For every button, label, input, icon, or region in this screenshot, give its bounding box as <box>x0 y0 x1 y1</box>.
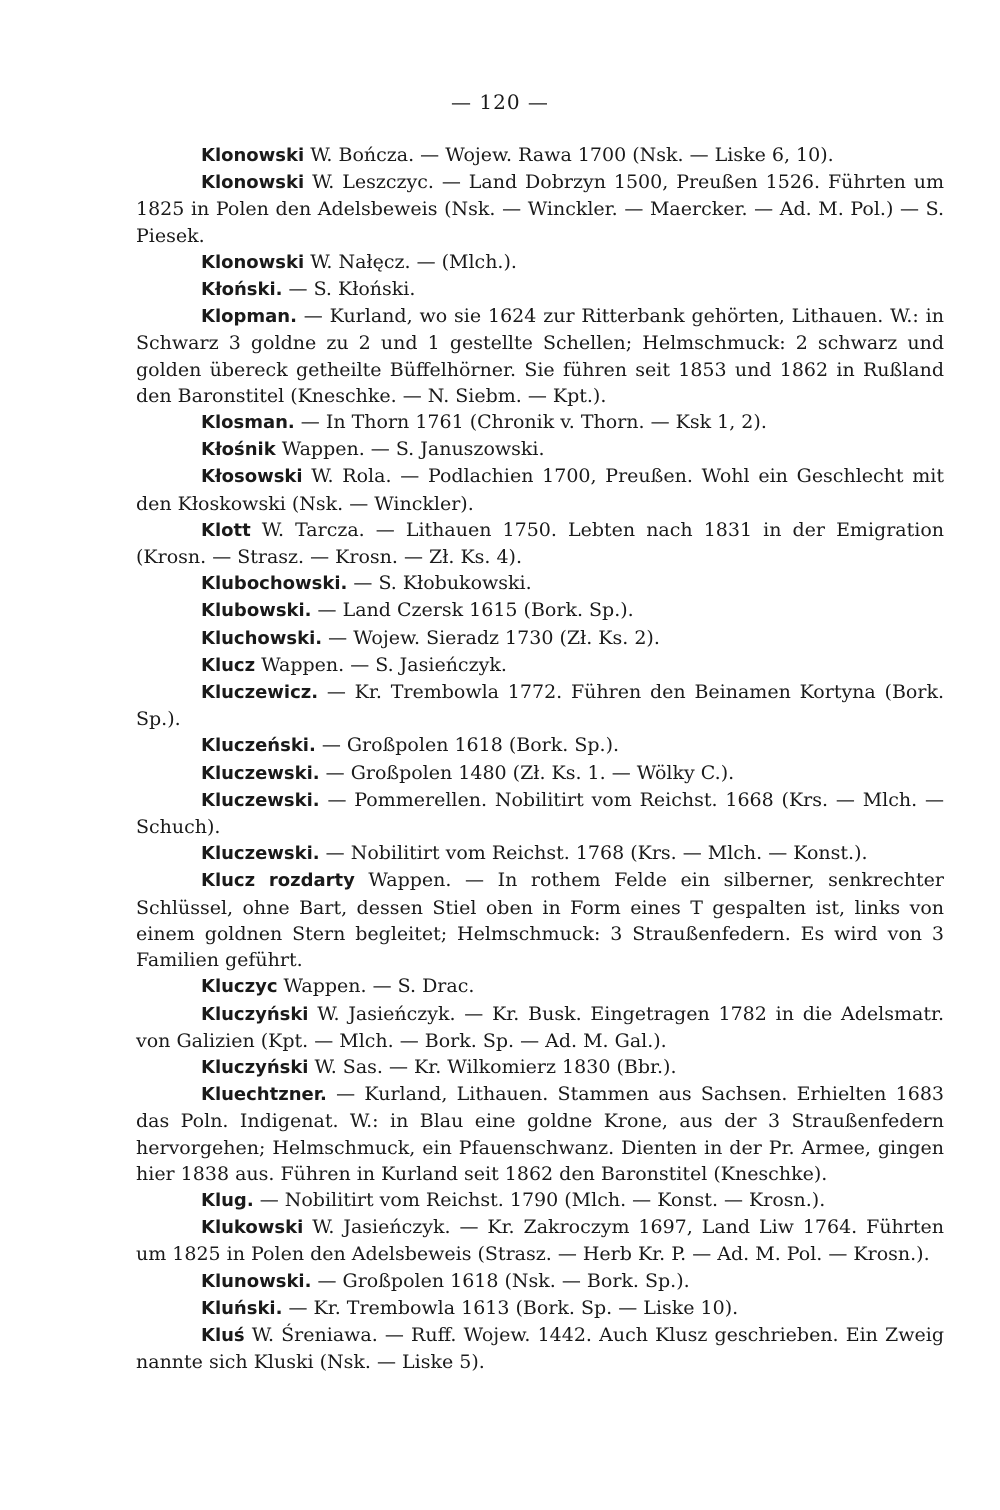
entry-text: — Nobilitirt vom Reichst. 1790 (Mlch. — Konst. — Krosn.). <box>253 1188 826 1211</box>
entry-text: — Wojew. Sieradz 1730 (Zł. Ks. 2). <box>322 626 660 649</box>
entry-headword: Kłośnik <box>201 439 276 461</box>
entry <box>136 142 944 169</box>
entry-text: W. Nałęcz. — (Mlch.). <box>304 250 517 273</box>
entry <box>136 463 944 516</box>
entry <box>136 1295 944 1322</box>
entry-text: — Nobilitirt vom Reichst. 1768 (Krs. — Mlch. — Konst.). <box>319 842 868 865</box>
entry-headword: Kluński. <box>201 1297 283 1319</box>
entry <box>136 597 944 624</box>
entry-headword: Kluczyc <box>201 976 278 998</box>
entry-text: W. Jasieńczyk. — Kr. Busk. Eingetragen 1782 in die Adelsmatr. von Galizien (Kpt. — Mlch. — Bork. Sp. — Ad. M. Gal.). <box>136 1002 944 1052</box>
entry-headword: Kluś <box>201 1324 245 1346</box>
entry-headword: Kluczeński. <box>201 735 316 757</box>
entry-text: W. Sas. — Kr. Wilkomierz 1830 (Bbr.). <box>308 1055 677 1078</box>
entry-headword: Klunowski. <box>201 1270 312 1292</box>
entry-headword: Klug. <box>201 1189 254 1211</box>
entry <box>136 517 944 570</box>
entry-text: — Kurland, Lithauen. Stammen aus Sachsen. Erhielten 1683 das Poln. Indigenat. W.: in Blau eine goldne Krone, aus der 3 Straußenfedern hervorgehen; Helmschmuck, ein Pfauenschwanz. Dienten in der Pr. Armee, gingen hier 1838 aus. Führen in Kurland seit 1862 den Baronstitel (Kneschke). <box>136 1083 944 1185</box>
entry-text: — Land Czersk 1615 (Bork. Sp.). <box>311 599 634 622</box>
entry-headword: Klukowski <box>201 1217 304 1239</box>
entry <box>136 1214 944 1267</box>
entry <box>136 652 944 679</box>
page-number: — 120 — <box>451 90 549 114</box>
entry-headword: Kluczewski. <box>201 762 320 784</box>
entry-text: Wappen. — S. Januszowski. <box>275 438 545 461</box>
entry-text: — Großpolen 1618 (Nsk. — Bork. Sp.). <box>311 1269 690 1292</box>
entry-headword: Kluechtzner. <box>201 1084 327 1106</box>
entry <box>136 1001 944 1054</box>
entry <box>136 760 944 787</box>
entry-text: — Pommerellen. Nobilitirt vom Reichst. 1668 (Krs. — Mlch. — Schuch). <box>136 788 944 839</box>
entry <box>136 1054 944 1081</box>
entry-headword: Kluczyński <box>201 1056 309 1078</box>
entry-text: W. Tarcza. — Lithauen 1750. Lebten nach 1831 in der Emigration (Krosn. — Strasz. — Krosn. — Zł. Ks. 4). <box>136 518 944 569</box>
entry-headword: Kluchowski. <box>201 627 323 649</box>
entry-headword: Kłosowski <box>201 466 303 488</box>
entry-headword: Klonowski <box>201 251 305 273</box>
entry-headword: Kluczyński <box>201 1003 309 1025</box>
entry-headword: Kluczewicz. <box>201 682 319 704</box>
entry-headword: Kłoński. <box>201 279 283 301</box>
entry <box>136 276 944 303</box>
entry-list <box>136 142 944 1375</box>
entry-text: Wappen. — In rothem Felde ein silberner, senkrechter Schlüssel, ohne Bart, dessen Stiel oben in Form eines T gespalten ist, links von einem goldnen Stern begleitet; Helmschmuck: 3 Straußenfedern. Es wird von 3 Familien geführt. <box>136 869 945 972</box>
entry <box>136 840 944 867</box>
entry-headword: Klopman. <box>201 306 297 328</box>
entry-text: W. Śreniawa. — Ruff. Wojew. 1442. Auch Klusz geschrieben. Ein Zweig nannte sich Kluski (Nsk. — Liske 5). <box>136 1323 944 1374</box>
entry <box>136 973 944 1000</box>
entry-headword: Klosman. <box>201 412 295 434</box>
entry-text: W. Jasieńczyk. — Kr. Zakroczym 1697, Land Liw 1764. Führten um 1825 in Polen den Adelsbeweis (Strasz. — Herb Kr. P. — Ad. M. Pol. — Krosn.). <box>136 1216 944 1266</box>
entry-text: W. Leszczyc. — Land Dobrzyn 1500, Preußen 1526. Führten um 1825 in Polen den Adelsbeweis (Nsk. — Winckler. — Maercker. — Ad. M. Pol.) — S. Piesek. <box>136 171 944 247</box>
entry-text: — S. Kłobukowski. <box>347 572 532 595</box>
entry-headword: Klubochowski. <box>201 573 348 595</box>
entry-text: — In Thorn 1761 (Chronik v. Thorn. — Ksk 1, 2). <box>294 411 767 434</box>
entry-headword: Klonowski <box>201 172 305 194</box>
entry-text: — Großpolen 1618 (Bork. Sp.). <box>315 734 620 757</box>
entry-text: — Kr. Trembowla 1613 (Bork. Sp. — Liske 10). <box>282 1296 739 1319</box>
entry-text: — Kr. Trembowla 1772. Führen den Beinamen Kortyna (Bork. Sp.). <box>136 681 944 731</box>
entry <box>136 787 944 840</box>
entry-text: — Kurland, wo sie 1624 zur Ritterbank gehörten, Lithauen. W.: in Schwarz 3 goldne zu 2 und 1 gestellte Schellen; Helmschmuck: 2 schwarz und golden übereck getheilte Büffelhörner. Sie führen seit 1853 und 1862 in Rußland den Baronstitel (Kneschke. — N. Siebm. — Kpt.). <box>136 305 944 407</box>
entry <box>136 249 944 276</box>
entry-headword: Klucz rozdarty <box>201 870 355 892</box>
entry-text: W. Rola. — Podlachien 1700, Preußen. Wohl ein Geschlecht mit den Kłoskowski (Nsk. — Winckler). <box>136 465 944 515</box>
entry <box>136 732 944 759</box>
entry-headword: Klubowski. <box>201 600 312 622</box>
entry <box>136 1081 944 1187</box>
entry <box>136 625 944 652</box>
entry-text: W. Bończa. — Wojew. Rawa 1700 (Nsk. — Liske 6, 10). <box>304 144 834 166</box>
entry <box>136 570 944 597</box>
entry <box>136 1322 944 1375</box>
entry <box>136 169 944 249</box>
entry-headword: Klonowski <box>201 145 305 166</box>
entry-headword: Klott <box>201 519 251 541</box>
entry <box>136 679 944 732</box>
entry-text: Wappen. — S. Jasieńczyk. <box>255 653 507 676</box>
entry <box>136 303 944 409</box>
entry <box>136 1268 944 1295</box>
entry-text: Wappen. — S. Drac. <box>277 975 475 998</box>
entry <box>136 409 944 436</box>
entry <box>136 867 944 973</box>
entry-text: — Großpolen 1480 (Zł. Ks. 1. — Wölky C.). <box>319 761 735 784</box>
entry-text: — S. Kłoński. <box>282 278 416 301</box>
entry-headword: Klucz <box>201 654 256 676</box>
entry <box>136 1187 944 1214</box>
entry-headword: Kluczewski. <box>201 789 320 811</box>
entry-headword: Kluczewski. <box>201 843 320 865</box>
entry <box>136 436 944 463</box>
